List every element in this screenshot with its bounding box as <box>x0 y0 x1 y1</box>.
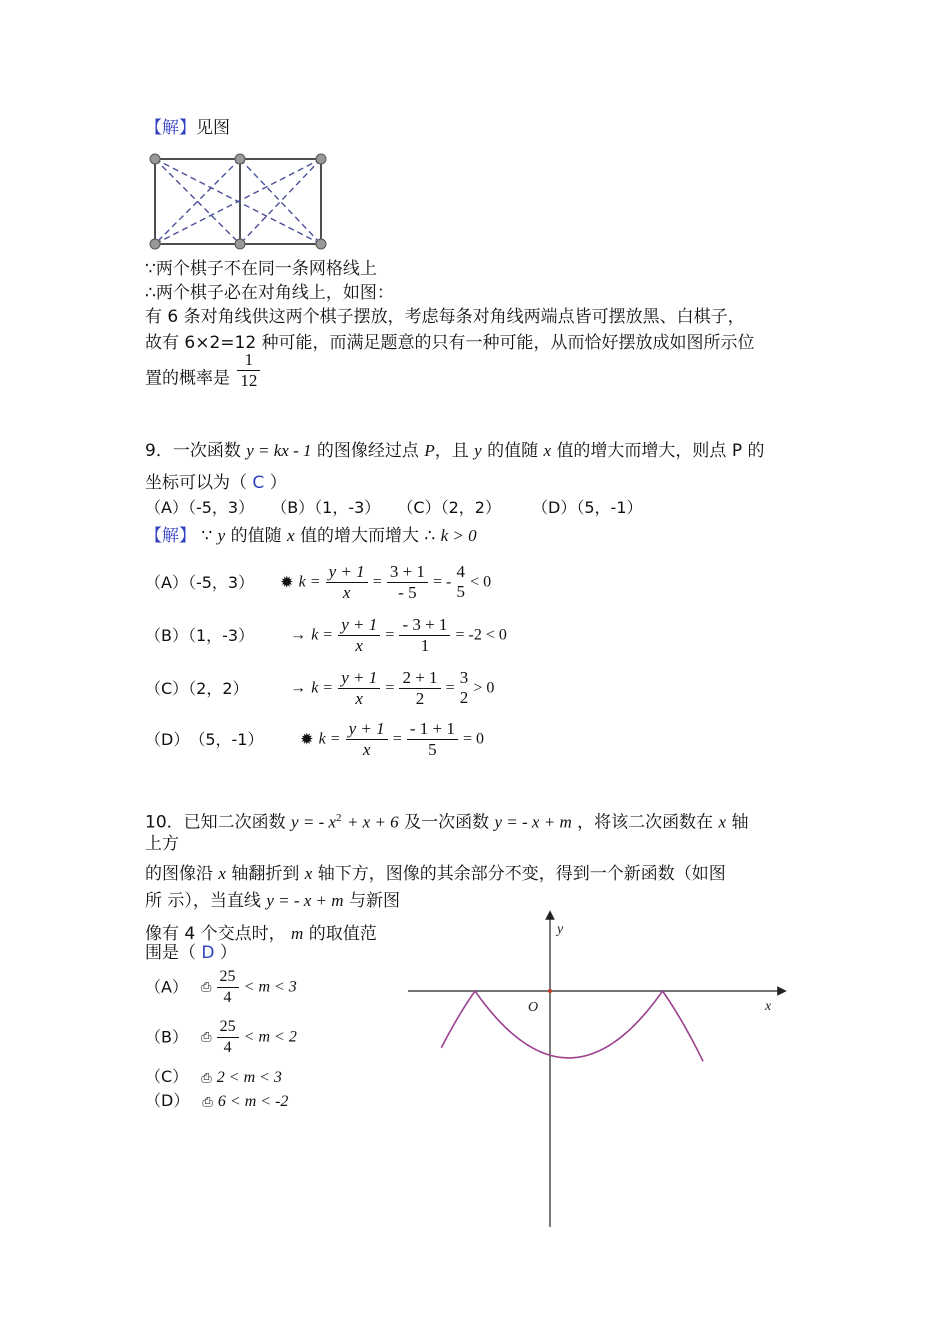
fraction-2 <box>399 615 450 656</box>
row-eq: = <box>385 626 395 644</box>
q10-text: 轴下方，图像的其余部分不变，得到一个新函数（如图 <box>317 864 726 884</box>
q10-text: 所 示），当直线 <box>145 891 261 911</box>
sol-tag: 【解】 <box>145 526 196 546</box>
arrow-icon: ✹ <box>280 574 294 592</box>
row-label: （C）（2，2） <box>145 678 249 698</box>
fraction-3 <box>456 562 465 602</box>
fraction-1 <box>326 562 368 603</box>
option-rest: < m < 3 <box>243 978 297 996</box>
option-rest: 2 < m < 3 <box>216 1069 282 1086</box>
q10-line2: 上方 <box>145 834 179 854</box>
q10-eq: + x + 6 <box>346 812 399 832</box>
q9-row-c <box>145 668 494 709</box>
q9-answer: C <box>252 473 265 493</box>
function-curve <box>441 991 703 1061</box>
arrow-icon: → <box>290 626 307 644</box>
row-tail: < 0 <box>470 573 492 591</box>
q9-text: 值的增大而增大 <box>299 526 419 546</box>
q10-text: 像有 4 个交点时， <box>145 924 286 944</box>
q9-var: y <box>474 441 482 460</box>
grid-point <box>150 239 160 249</box>
fraction-1 <box>338 668 380 709</box>
fraction-2 <box>399 668 440 709</box>
placeholder-icon: ⎙ <box>202 1095 213 1110</box>
q9-var: x <box>287 526 295 545</box>
frac-num: y + 1 <box>326 562 368 583</box>
q10-text: 及一次函数 <box>404 812 490 833</box>
grid-point <box>235 154 245 164</box>
row-label: （A）（-5，3） <box>145 572 255 592</box>
q10-text: 的图像沿 <box>145 864 213 884</box>
because-symbol: ∵ <box>201 526 213 546</box>
q10-option-c <box>145 1066 282 1088</box>
grid-point <box>316 239 326 249</box>
grid-point <box>150 154 160 164</box>
arrow-icon: → <box>290 679 307 697</box>
q10-text: ，将该二次函数在 <box>577 812 714 833</box>
option-fraction <box>217 967 239 1008</box>
q9-point: P <box>424 441 435 460</box>
q10-eq: y = - x <box>291 812 337 832</box>
frac-den: 2 <box>415 689 425 708</box>
frac-num: 3 + 1 <box>387 562 428 583</box>
option-label: （B） <box>145 1027 188 1047</box>
q9-text: 值的增大而增大，则点 P 的 <box>556 441 765 461</box>
prob-denominator: 12 <box>240 371 258 390</box>
frac-num: y + 1 <box>346 719 388 740</box>
frac-den: x <box>355 689 363 708</box>
q10-var: m <box>291 924 304 943</box>
frac-den: 5 <box>428 740 437 759</box>
frac-den: x <box>355 636 363 655</box>
q9-condition: k > 0 <box>440 526 477 545</box>
q10-option-b <box>145 1017 297 1058</box>
frac-num: - 3 + 1 <box>399 615 450 636</box>
frac-num: - 1 + 1 <box>407 719 458 740</box>
option-label: （A） <box>145 977 188 997</box>
chessboard-diagram <box>145 150 335 255</box>
row-lhs: k = <box>298 573 321 591</box>
q9-var: x <box>543 441 552 460</box>
option-rest: < m < 2 <box>243 1028 297 1046</box>
q10-text: 轴 <box>731 812 749 833</box>
q10-line3 <box>145 863 726 885</box>
row-lhs: k = <box>311 626 334 644</box>
prob-numerator: 1 <box>237 350 260 371</box>
q10-var: x <box>218 864 226 883</box>
frac-den: - 5 <box>398 583 417 602</box>
row-tail: > 0 <box>473 679 495 697</box>
q10-text: 的取值范 <box>308 924 377 944</box>
option-label: （C） <box>145 1067 189 1086</box>
q10-text: 10．已知二次函数 <box>145 812 286 833</box>
q10-exponent: 2 <box>336 812 342 824</box>
x-axis-label: x <box>765 999 772 1014</box>
sol8-line3: 有 6 条对角线供这两个棋子摆放，考虑每条对角线两端点皆可摆放黑、白棋子， <box>145 307 745 327</box>
frac-num: 4 <box>456 562 465 581</box>
option-label: （D） <box>145 1091 190 1110</box>
q9-line1 <box>145 440 765 462</box>
frac-num: 2 + 1 <box>399 668 440 689</box>
q10-option-a <box>145 967 297 1008</box>
q9-text: ） <box>269 473 287 493</box>
q10-function-graph <box>400 905 800 1235</box>
q9-option-d: （D）（5，-1） <box>532 498 643 517</box>
row-eq: = <box>392 730 402 748</box>
frac-den: x <box>362 740 371 759</box>
q9-text: 的值随 <box>487 441 539 461</box>
q9-options <box>145 497 643 519</box>
q9-text: 9．一次函数 <box>145 441 241 461</box>
placeholder-icon: ⎙ <box>201 1030 212 1045</box>
diagonals <box>155 159 321 244</box>
q10-text: 与新图 <box>348 891 400 911</box>
q9-option-b: （B）（1，-3） <box>271 498 381 517</box>
row-eq: = <box>385 679 395 697</box>
q10-line4 <box>145 890 400 912</box>
fraction-2 <box>387 562 428 603</box>
frac-den: x <box>342 583 351 602</box>
q10-var: x <box>304 864 313 883</box>
q9-row-d <box>145 719 484 760</box>
fraction-1 <box>338 615 380 656</box>
origin-label: O <box>528 1000 539 1015</box>
y-axis-label: y <box>557 922 564 937</box>
q10-text: 轴翻折到 <box>231 864 300 884</box>
q10-line1 <box>145 807 749 834</box>
q9-eq: y = kx - 1 <box>246 441 312 460</box>
frac-den: 5 <box>456 582 465 601</box>
q9-row-b <box>145 615 507 656</box>
grid-point <box>316 154 326 164</box>
frac-num: 3 <box>459 668 469 687</box>
arrow-icon: ✹ <box>300 731 314 749</box>
q10-var: x <box>718 812 727 832</box>
q10-eq: y = - x + m <box>266 891 344 910</box>
frac-num: 25 <box>217 1017 239 1038</box>
q9-option-c: （C）（2，2） <box>397 498 501 517</box>
option-rest: 6 < m < -2 <box>217 1093 289 1110</box>
sol-tag: 【解】 <box>145 118 196 138</box>
sol8-heading <box>145 117 230 139</box>
row-label: （D） （5，-1） <box>145 729 264 749</box>
q9-line2 <box>145 472 287 494</box>
frac-num: 25 <box>217 967 239 988</box>
q9-solution-line <box>145 525 477 547</box>
placeholder-icon: ⎙ <box>201 1071 212 1086</box>
origin-point <box>548 989 552 993</box>
q9-text: 坐标可以为（ <box>145 473 247 493</box>
probability-fraction <box>237 350 260 391</box>
row-eq: = - <box>433 573 452 591</box>
sol8-line2: ∴两个棋子必在对角线上，如图： <box>145 283 394 303</box>
row-eq: = <box>372 573 382 591</box>
frac-den: 4 <box>223 989 232 1006</box>
sol8-line1: ∵两个棋子不在同一条网格线上 <box>145 259 377 279</box>
frac-den: 4 <box>223 1039 232 1056</box>
q9-var: y <box>217 526 226 545</box>
q9-text: ，且 <box>434 441 469 461</box>
frac-num: y + 1 <box>338 615 380 636</box>
q10-option-d <box>145 1090 288 1112</box>
q9-text: 的图像经过点 <box>316 441 419 461</box>
sol8-line5 <box>145 350 260 391</box>
row-tail: = -2 < 0 <box>455 626 507 644</box>
q10-text: ） <box>219 943 237 963</box>
grid-point <box>235 239 245 249</box>
fraction-2 <box>407 719 458 760</box>
row-eq: = <box>445 679 455 697</box>
row-label: （B）（1，-3） <box>145 625 255 645</box>
q9-text: 的值随 <box>230 526 282 546</box>
fraction-1 <box>346 719 388 760</box>
q10-eq: y = - x + m <box>494 812 572 832</box>
q9-row-a <box>145 562 491 603</box>
sol8-line5-text: 置的概率是 <box>145 368 230 389</box>
frac-num: y + 1 <box>338 668 380 689</box>
q10-line6 <box>145 942 237 964</box>
row-tail: = 0 <box>462 730 484 748</box>
q9-option-a: （A）（-5，3） <box>145 498 255 517</box>
sol8-line4: 故有 6×2=12 种可能，而满足题意的只有一种可能，从而恰好摆放成如图所示位 <box>145 333 755 353</box>
q10-text: 围是（ <box>145 943 196 963</box>
therefore-symbol: ∴ <box>424 526 436 546</box>
row-lhs: k = <box>318 730 341 748</box>
frac-den: 2 <box>459 688 469 707</box>
fraction-3 <box>460 668 469 708</box>
sol-tag-text: 见图 <box>196 118 230 138</box>
option-fraction <box>217 1017 239 1058</box>
frac-den: 1 <box>420 636 430 655</box>
q10-answer: D <box>201 943 215 963</box>
placeholder-icon: ⎙ <box>201 980 212 995</box>
row-lhs: k = <box>311 679 334 697</box>
